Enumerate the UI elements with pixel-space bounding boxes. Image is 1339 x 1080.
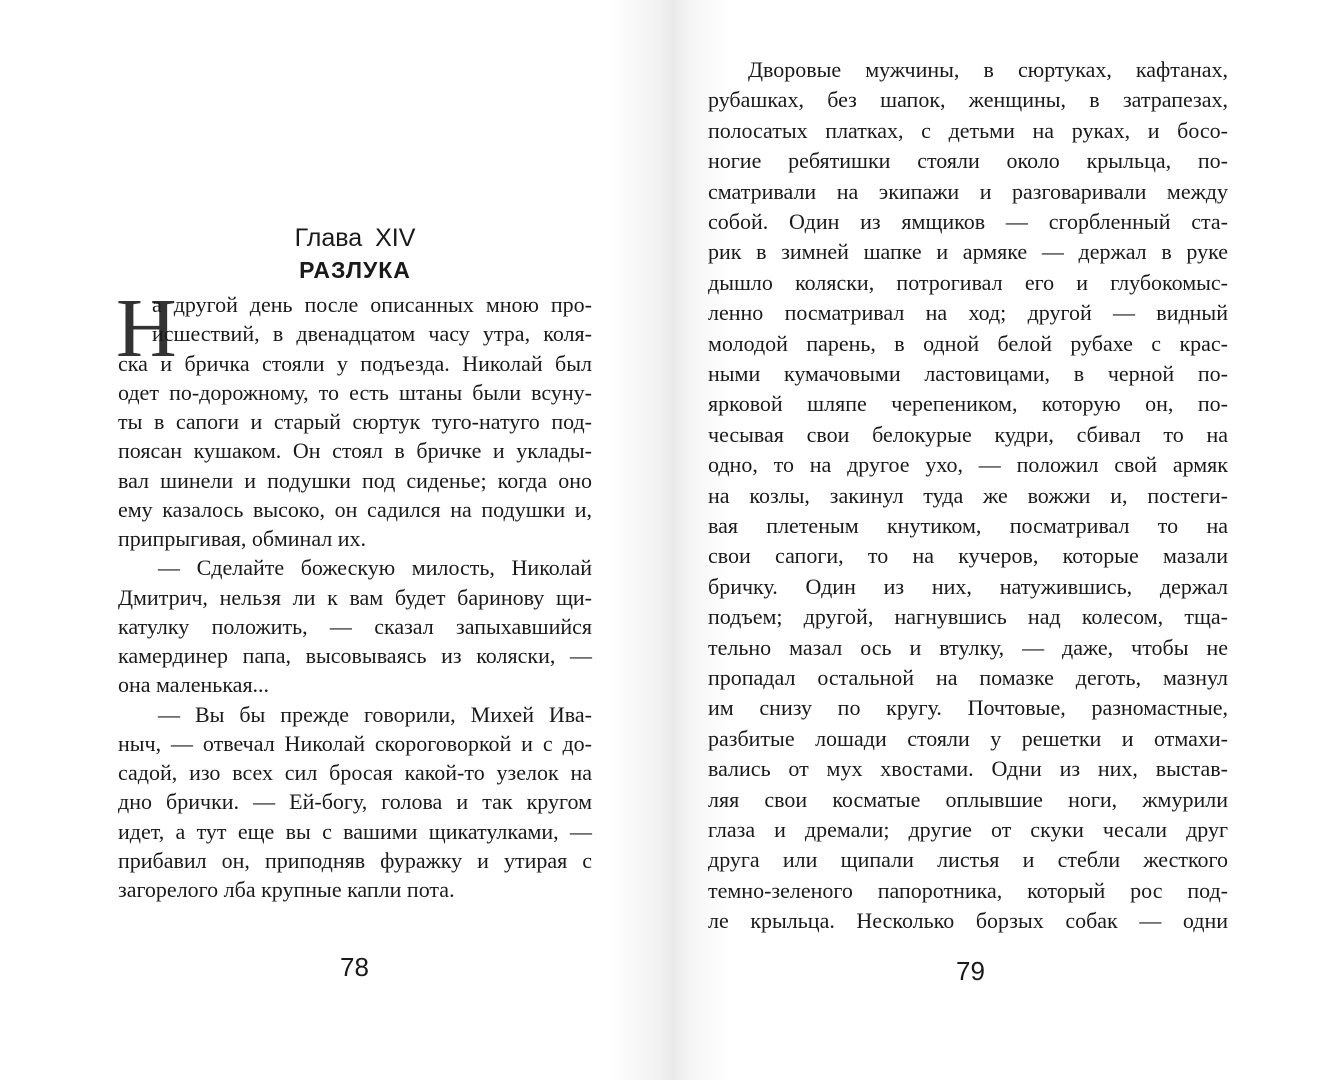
text-line: разбитые лошади стояли у решетки и отмахи- bbox=[708, 725, 1228, 751]
text-line: а другой день после описанных мною про- bbox=[152, 292, 592, 317]
text-line: темно-зеленого папоротника, который рос под- bbox=[708, 877, 1228, 903]
text-line: ему казалось высоко, он садился на подушки и, bbox=[118, 496, 592, 522]
drop-cap: Н bbox=[116, 282, 177, 375]
text-line: ныч, — отвечал Николай скороговоркой и с до- bbox=[118, 730, 592, 756]
text-line: бричку. Один из них, натужившись, держал bbox=[708, 573, 1228, 599]
text-line: исшествий, в двенадцатом часу утра, коля- bbox=[152, 321, 592, 347]
text-line: им снизу по кругу. Почтовые, разномастные, bbox=[708, 695, 1228, 721]
text-line: поясан кушаком. Он стоял в бричке и уклады- bbox=[118, 438, 592, 464]
text-line: чесывая свои белокурые кудри, сбивал то на bbox=[708, 421, 1228, 447]
chapter-heading: Глава XIV bbox=[294, 224, 416, 252]
text-line: загорелого лба крупные капли пота. bbox=[118, 877, 455, 902]
text-line: ногие ребятишки стояли около крыльца, по- bbox=[708, 148, 1228, 174]
text-line: друга или щипали листья и стебли жесткого bbox=[708, 847, 1228, 873]
text-line: сматривали на экипажи и разговаривали между bbox=[708, 178, 1228, 204]
text-line: ярковой шляпе черепеником, которую он, по- bbox=[708, 391, 1228, 417]
page-number-left: 78 bbox=[340, 952, 369, 982]
text-line: идет, а тут еще вы с вашими щикатулками, — bbox=[118, 818, 592, 844]
text-line: садой, изо всех сил бросая какой-то узелок на bbox=[118, 760, 592, 785]
text-line: дышло коляски, потрогивал его и глубокомыс- bbox=[708, 269, 1228, 295]
text-line: Дворовые мужчины, в сюртуках, кафтанах, bbox=[748, 57, 1228, 82]
text-line: одно, то на другое ухо, — положил свой армяк bbox=[708, 452, 1228, 478]
text-line: вались от мух хвостами. Одни из них, выстав- bbox=[708, 756, 1228, 782]
text-line: пропадал остальной на помазке деготь, мазнул bbox=[708, 665, 1228, 690]
text-line: ле крыльца. Несколько борзых собак — одни bbox=[708, 908, 1228, 934]
text-line: вая плетеным кнутиком, посматривал то на bbox=[708, 513, 1228, 538]
text-line: тельно мазал ось и втулку, — даже, чтобы не bbox=[708, 634, 1228, 660]
text-line: она маленькая... bbox=[118, 672, 270, 698]
text-line: ляя свои косматые оплывшие ноги, жмурили bbox=[708, 786, 1228, 812]
text-line: глаза и дремали; другие от скуки чесали друг bbox=[708, 817, 1228, 842]
text-line: катулку положить, — сказал запыхавшийся bbox=[118, 613, 592, 639]
chapter-title: РАЗЛУКА bbox=[299, 257, 411, 283]
text-line: ными кумачовыми ластовицами, в черной по- bbox=[708, 361, 1228, 386]
text-line: — Вы бы прежде говорили, Михей Ива- bbox=[158, 701, 592, 727]
text-line: камердинер папа, высовываясь из коляски, — bbox=[118, 643, 592, 668]
text-line: полосатых платках, с детьми на руках, и босо- bbox=[708, 117, 1228, 143]
text-line: собой. Один из ямщиков — сгорбленный ста- bbox=[708, 209, 1228, 234]
text-line: ты в сапоги и старый сюртук туго-натуго под- bbox=[118, 409, 592, 434]
text-line: — Сделайте божескую милость, Николай bbox=[158, 555, 592, 581]
text-line: свои сапоги, то на кучеров, которые мазали bbox=[708, 543, 1228, 569]
text-line: ленно посматривал на ход; другой — видный bbox=[708, 300, 1228, 326]
text-line: молодой парень, в одной белой рубахе с крас- bbox=[708, 330, 1228, 356]
page-number-right: 79 bbox=[956, 956, 985, 986]
text-line: дно брички. — Ей-богу, голова и так кругом bbox=[118, 789, 592, 815]
text-line: Дмитрич, нельзя ли к вам будет баринову щи- bbox=[118, 584, 592, 610]
text-line: рубашках, без шапок, женщины, в затрапезах, bbox=[708, 87, 1228, 113]
text-line: рик в зимней шапке и армяке — держал в руке bbox=[708, 239, 1228, 265]
text-line: прибавил он, приподняв фуражку и утирая с bbox=[118, 847, 592, 873]
text-line: вал шинели и подушки под сиденье; когда оно bbox=[118, 467, 592, 493]
text-line: припрыгивая, обминал их. bbox=[118, 526, 367, 551]
text-line: подъем; другой, нагнувшись над колесом, тща- bbox=[708, 604, 1228, 630]
text-line: на козлы, закинул туда же вожжи и, постеги- bbox=[708, 482, 1228, 508]
text-line: ска и бричка стояли у подъезда. Николай был bbox=[118, 350, 592, 376]
text-line: одет по-дорожному, то есть штаны были всуну- bbox=[118, 379, 592, 405]
